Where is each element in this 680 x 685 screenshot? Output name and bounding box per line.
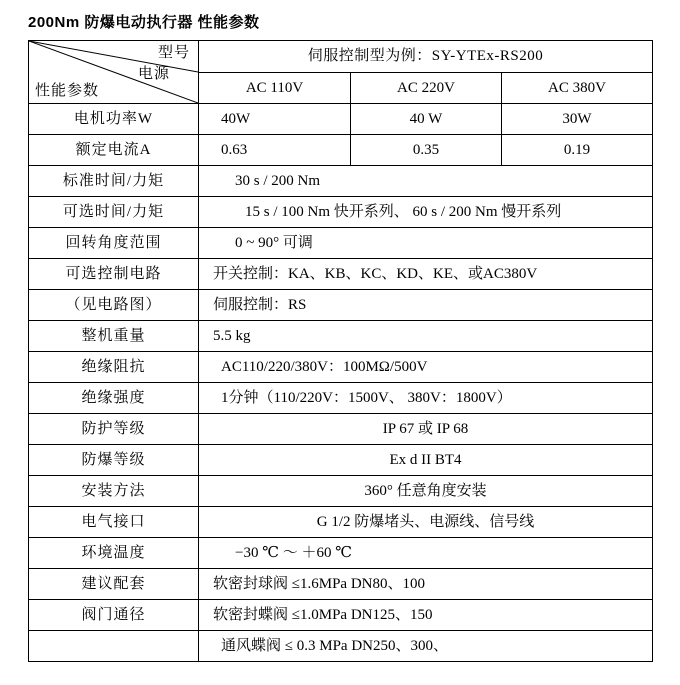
table-row xyxy=(29,507,653,538)
voltage-column-1: AC 110V xyxy=(199,72,351,104)
row-label-insulation-strength: 绝缘强度 xyxy=(29,383,199,414)
voltage-column-3: AC 380V xyxy=(502,72,653,104)
row-label-valve-bore: 阀门通径 xyxy=(29,600,199,631)
row-label-optional-time: 可选时间/力矩 xyxy=(29,197,199,228)
table-row xyxy=(29,569,653,600)
row-label-standard-time: 标准时间/力矩 xyxy=(29,166,199,197)
page-title: 200Nm 防爆电动执行器 性能参数 xyxy=(28,14,260,31)
valve-option-1: 软密封球阀 ≤1.6MPa DN80、100 xyxy=(199,569,653,600)
row-label-electrical-interface: 电气接口 xyxy=(29,507,199,538)
row-label-recommended-match: 建议配套 xyxy=(29,569,199,600)
row-label-protection-grade: 防护等级 xyxy=(29,414,199,445)
table-row xyxy=(29,321,653,352)
rotation-range-value: 0 ~ 90° 可调 xyxy=(199,228,653,259)
control-circuit-switch: 开关控制：KA、KB、KC、KD、KE、或AC380V xyxy=(199,259,653,290)
valve-bore-empty-cell xyxy=(29,631,199,662)
motor-power-380v: 30W xyxy=(502,104,653,135)
table-row xyxy=(29,631,653,662)
corner-power-label: 电源 xyxy=(137,66,170,82)
row-label-mounting: 安装方法 xyxy=(29,476,199,507)
rated-current-380v: 0.19 xyxy=(502,135,653,166)
motor-power-110v: 40W xyxy=(199,104,351,135)
weight-value: 5.5 kg xyxy=(199,321,653,352)
valve-option-3: 通风蝶阀 ≤ 0.3 MPa DN250、300、 xyxy=(199,631,653,662)
control-circuit-servo: 伺服控制：RS xyxy=(199,290,653,321)
explosion-grade-value: Ex d II BT4 xyxy=(199,445,653,476)
table-row xyxy=(29,600,653,631)
table-row xyxy=(29,259,653,290)
rated-current-110v: 0.63 xyxy=(199,135,351,166)
corner-header-cell xyxy=(29,41,199,104)
row-label-explosion-grade: 防爆等级 xyxy=(29,445,199,476)
row-label-weight: 整机重量 xyxy=(29,321,199,352)
table-row xyxy=(29,135,653,166)
table-row xyxy=(29,352,653,383)
optional-time-value: 15 s / 100 Nm 快开系列、 60 s / 200 Nm 慢开系列 xyxy=(199,197,653,228)
valve-option-2: 软密封蝶阀 ≤1.0MPa DN125、150 xyxy=(199,600,653,631)
motor-power-220v: 40 W xyxy=(351,104,502,135)
rated-current-220v: 0.35 xyxy=(351,135,502,166)
row-label-control-circuit-note: （见电路图） xyxy=(29,290,199,321)
example-model-header: 伺服控制型为例：SY-YTEx-RS200 xyxy=(199,41,653,73)
table-row xyxy=(29,538,653,569)
table-row xyxy=(29,476,653,507)
table-row xyxy=(29,445,653,476)
table-header-row xyxy=(29,41,653,73)
row-label-insulation-resistance: 绝缘阻抗 xyxy=(29,352,199,383)
table-row xyxy=(29,414,653,445)
ambient-temperature-value: −30 ℃ ～ ＋60 ℃ xyxy=(199,538,653,569)
insulation-resistance-value: AC110/220/380V：100MΩ/500V xyxy=(199,352,653,383)
electrical-interface-value: G 1/2 防爆堵头、电源线、信号线 xyxy=(199,507,653,538)
corner-model-label: 型号 xyxy=(157,45,190,61)
voltage-column-2: AC 220V xyxy=(351,72,502,104)
row-label-rotation-range: 回转角度范围 xyxy=(29,228,199,259)
row-label-rated-current: 额定电流A xyxy=(29,135,199,166)
specification-table xyxy=(28,40,653,662)
table-row xyxy=(29,104,653,135)
table-row xyxy=(29,197,653,228)
insulation-strength-value: 1分钟（110/220V：1500V、 380V：1800V） xyxy=(199,383,653,414)
table-row xyxy=(29,290,653,321)
mounting-value: 360° 任意角度安装 xyxy=(199,476,653,507)
table-row xyxy=(29,166,653,197)
corner-performance-label: 性能参数 xyxy=(35,83,100,99)
table-row xyxy=(29,228,653,259)
row-label-motor-power: 电机功率W xyxy=(29,104,199,135)
row-label-ambient-temperature: 环境温度 xyxy=(29,538,199,569)
row-label-control-circuit: 可选控制电路 xyxy=(29,259,199,290)
standard-time-value: 30 s / 200 Nm xyxy=(199,166,653,197)
protection-grade-value: IP 67 或 IP 68 xyxy=(199,414,653,445)
table-row xyxy=(29,383,653,414)
